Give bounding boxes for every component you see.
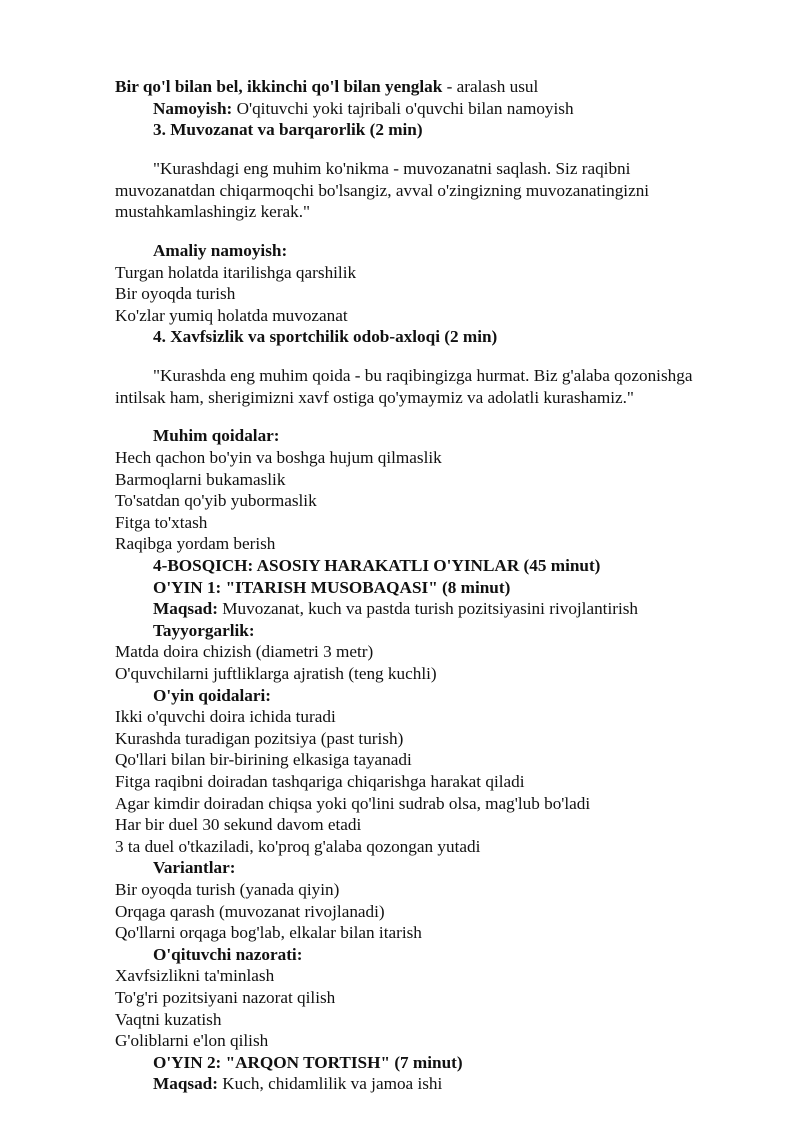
goal-text: Muvozanat, kuch va pastda turish pozitsiyasini rivojlantirish: [217, 599, 639, 619]
list-item: Xavfsizlikni ta'minlash: [115, 966, 275, 986]
list-item: Fitga to'xtash: [115, 512, 208, 532]
list-item: Qo'llarni orqaga bog'lab, elkalar bilan itarish: [115, 923, 422, 943]
list-item: Turgan holatda itarilishga qarshilik: [115, 262, 357, 282]
list-item: Matda doira chizish (diametri 3 metr): [115, 642, 374, 662]
list-item: O'quvchilarni juftliklarga ajratish (teng kuchli): [115, 664, 437, 683]
list-item: Ko'zlar yumiq holatda muvozanat: [115, 305, 348, 325]
list-item: Vaqtni kuzatish: [115, 1009, 222, 1029]
list-item: Raqibga yordam berish: [115, 534, 276, 554]
game2-heading: O'YIN 2: "ARQON TORTISH" (7 minut): [153, 1052, 463, 1072]
list-item: Kurashda turadigan pozitsiya (past turish): [115, 728, 404, 748]
respect-quote: "Kurashda eng muhim qoida - bu raqibingizga hurmat. Biz g'alaba qozonishga intilsak ham, sherigimizni xavf ostiga qo'ymaymiz va adolatli kurashamiz.": [115, 366, 693, 407]
preparation-heading: Tayyorgarlik:: [153, 620, 255, 640]
game1-goal: [115, 598, 715, 620]
section-heading-4: 4. Xavfsizlik va sportchilik odob-axloqi (2 min): [153, 327, 498, 347]
list-item: Bir oyoqda turish: [115, 284, 236, 304]
goal-label: Maqsad:: [153, 1074, 218, 1094]
demo-label: Namoyish:: [153, 98, 233, 118]
list-item: Agar kimdir doiradan chiqsa yoki qo'lini sudrab olsa, mag'lub bo'ladi: [115, 793, 591, 813]
game1-heading: O'YIN 1: "ITARISH MUSOBAQASI" (8 minut): [153, 577, 511, 597]
variants-heading: Variantlar:: [153, 858, 236, 878]
technique-line: [115, 76, 715, 98]
stage-heading: 4-BOSQICH: ASOSIY HARAKATLI O'YINLAR (45 minut): [153, 556, 601, 576]
demo-text: O'qituvchi yoki tajribali o'quvchi bilan namoyish: [232, 98, 574, 118]
section-heading-3: 3. Muvozanat va barqarorlik (2 min): [153, 120, 423, 140]
important-rules-heading: Muhim qoidalar:: [153, 426, 280, 446]
demo-line: [115, 98, 715, 120]
list-item: To'satdan qo'yib yubormaslik: [115, 491, 317, 511]
teacher-control-heading: O'qituvchi nazorati:: [153, 944, 303, 964]
list-item: 3 ta duel o'tkaziladi, ko'proq g'alaba qozongan yutadi: [115, 836, 481, 856]
list-item: Barmoqlarni bukamaslik: [115, 469, 286, 489]
goal-text: Kuch, chidamlilik va jamoa ishi: [217, 1074, 443, 1094]
technique-name: Bir qo'l bilan bel, ikkinchi qo'l bilan yenglak: [115, 77, 443, 96]
list-item: Bir oyoqda turish (yanada qiyin): [115, 879, 340, 899]
game2-goal: [115, 1073, 715, 1095]
balance-quote: "Kurashdagi eng muhim ko'nikma - muvozanatni saqlash. Siz raqibni muvozanatdan chiqarmoqchi bo'lsangiz, avval o'zingizning muvozanatingizni mustahkamlashingiz kerak.": [115, 158, 650, 222]
list-item: Fitga raqibni doiradan tashqariga chiqarishga harakat qiladi: [115, 771, 525, 791]
list-item: Hech qachon bo'yin va boshga hujum qilmaslik: [115, 448, 442, 468]
game-rules-heading: O'yin qoidalari:: [153, 685, 271, 705]
list-item: Qo'llari bilan bir-birining elkasiga tayanadi: [115, 750, 412, 770]
list-item: Orqaga qarash (muvozanat rivojlanadi): [115, 901, 385, 921]
goal-label: Maqsad:: [153, 599, 218, 619]
list-item: G'oliblarni e'lon qilish: [115, 1031, 269, 1051]
practical-demo-heading: Amaliy namoyish:: [153, 240, 288, 260]
list-item: To'g'ri pozitsiyani nazorat qilish: [115, 987, 336, 1007]
list-item: Har bir duel 30 sekund davom etadi: [115, 815, 362, 835]
list-item: Ikki o'quvchi doira ichida turadi: [115, 707, 336, 727]
technique-desc: - aralash usul: [442, 77, 539, 96]
document-page: [115, 76, 715, 1095]
